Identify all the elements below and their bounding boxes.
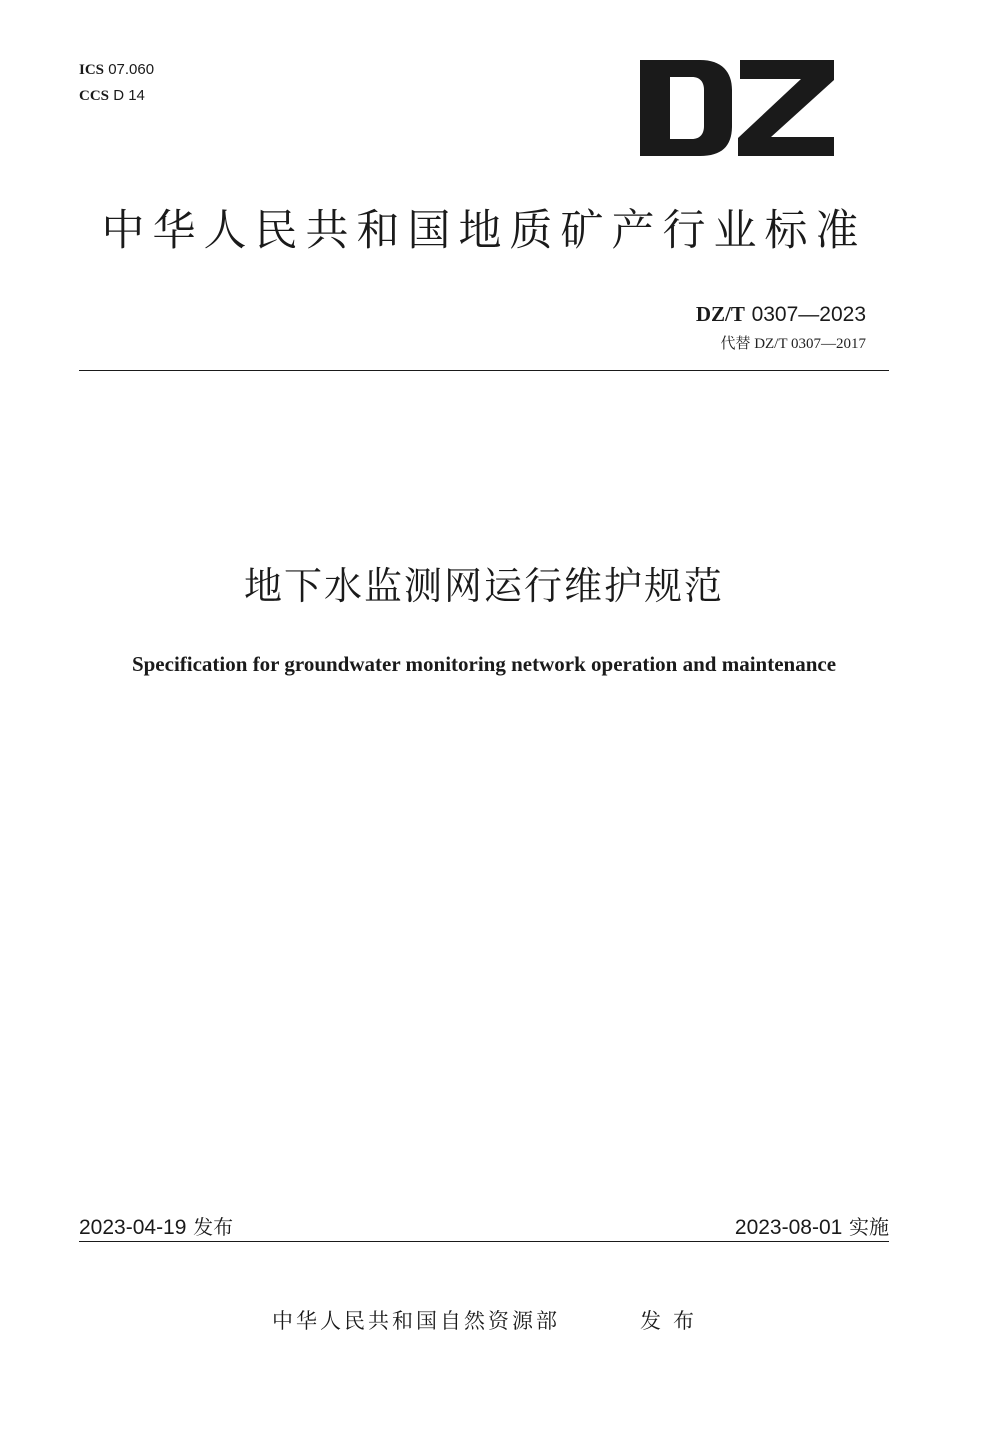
document-title-chinese: 地下水监测网运行维护规范	[243, 564, 724, 608]
ccs-classification	[79, 87, 145, 105]
ics-label: ICS	[79, 62, 105, 78]
ccs-label: CCS	[79, 88, 110, 104]
issue-date-value: 2023-04-19	[79, 1216, 187, 1239]
issue-date-label: 发布	[193, 1215, 234, 1239]
ics-value: 07.060	[108, 61, 155, 78]
implementation-date	[735, 1213, 889, 1242]
footer-divider	[79, 1241, 889, 1242]
ccs-value: D 14	[113, 87, 145, 104]
issue-date	[79, 1213, 233, 1242]
standard-number	[696, 300, 866, 329]
replaces-standard: 代替 DZ/T 0307—2017	[720, 336, 866, 352]
document-title-english: Specification for groundwater monitoring network operation and maintenance	[131, 652, 837, 676]
standard-category-title: 中华人民共和国地质矿产行业标准	[101, 206, 867, 256]
implementation-date-label: 实施	[849, 1215, 889, 1239]
ics-classification	[79, 61, 154, 79]
standard-code: DZ/T	[695, 302, 745, 326]
standard-number-value: 0307—2023	[751, 303, 866, 326]
implementation-date-value: 2023-08-01	[734, 1216, 843, 1239]
dz-logo	[640, 60, 834, 156]
publish-label: 发布	[640, 1309, 706, 1333]
header-divider	[79, 370, 889, 371]
publisher-name: 中华人民共和国自然资源部	[272, 1309, 560, 1333]
